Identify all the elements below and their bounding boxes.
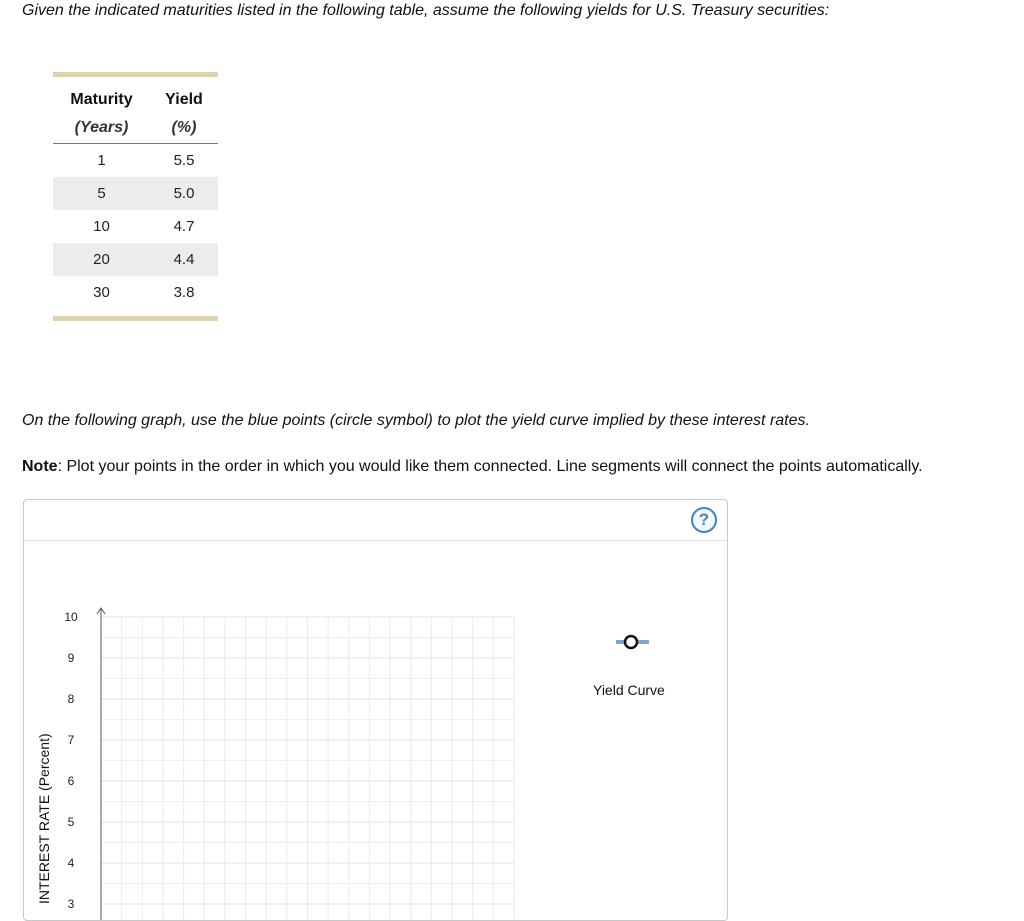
help-button[interactable]: ? xyxy=(691,507,717,533)
cell-yield: 4.7 xyxy=(173,218,195,235)
cell-maturity: 30 xyxy=(93,284,110,301)
y-tick-label: 10 xyxy=(64,610,78,624)
table-row xyxy=(53,276,218,309)
table-row xyxy=(53,144,218,177)
y-tick-label: 4 xyxy=(67,856,75,870)
y-tick-label: 8 xyxy=(67,692,75,706)
cell-yield: 4.4 xyxy=(173,251,195,268)
cell-maturity: 20 xyxy=(93,251,110,268)
col-header-maturity-unit: (Years) xyxy=(74,119,129,136)
note-text xyxy=(22,458,923,476)
table-header xyxy=(53,90,218,138)
y-tick-label: 9 xyxy=(67,651,75,665)
y-axis-title: INTEREST RATE (Percent) xyxy=(36,733,52,904)
note-body: : Plot your points in the order in which you would like them connected. Line segments will connect the points automatically. xyxy=(57,458,923,475)
legend-label: Yield Curve xyxy=(593,682,665,698)
col-header-yield-unit: (%) xyxy=(171,119,197,136)
col-header-yield xyxy=(150,90,218,138)
table-row xyxy=(53,243,218,276)
graph-panel xyxy=(23,499,728,921)
col-header-maturity-label: Maturity xyxy=(70,91,133,108)
legend-circle-icon xyxy=(625,636,637,648)
col-header-maturity xyxy=(53,90,150,138)
y-tick-label: 3 xyxy=(67,897,75,911)
table-top-rule xyxy=(53,72,218,77)
col-header-yield-label: Yield xyxy=(165,91,203,108)
yield-curve-graph[interactable] xyxy=(24,500,727,920)
table-row xyxy=(53,210,218,243)
yield-table xyxy=(53,72,218,309)
cell-yield: 3.8 xyxy=(173,284,195,301)
cell-yield: 5.0 xyxy=(173,185,195,202)
note-label: Note xyxy=(22,458,58,475)
table-row xyxy=(53,177,218,210)
intro-text: Given the indicated maturities listed in the following table, assume the following yields for U.S. Treasury securities: xyxy=(22,2,830,19)
y-tick-label: 7 xyxy=(67,733,75,747)
table-bottom-rule xyxy=(53,316,218,321)
cell-maturity: 10 xyxy=(93,218,110,235)
cell-maturity: 1 xyxy=(97,152,106,169)
instruction-text: On the following graph, use the blue points (circle symbol) to plot the yield curve implied by these interest rates. xyxy=(22,412,810,429)
y-tick-label: 5 xyxy=(67,815,75,829)
cell-yield: 5.5 xyxy=(173,152,195,169)
y-tick-label: 6 xyxy=(67,774,75,788)
cell-maturity: 5 xyxy=(97,185,106,202)
